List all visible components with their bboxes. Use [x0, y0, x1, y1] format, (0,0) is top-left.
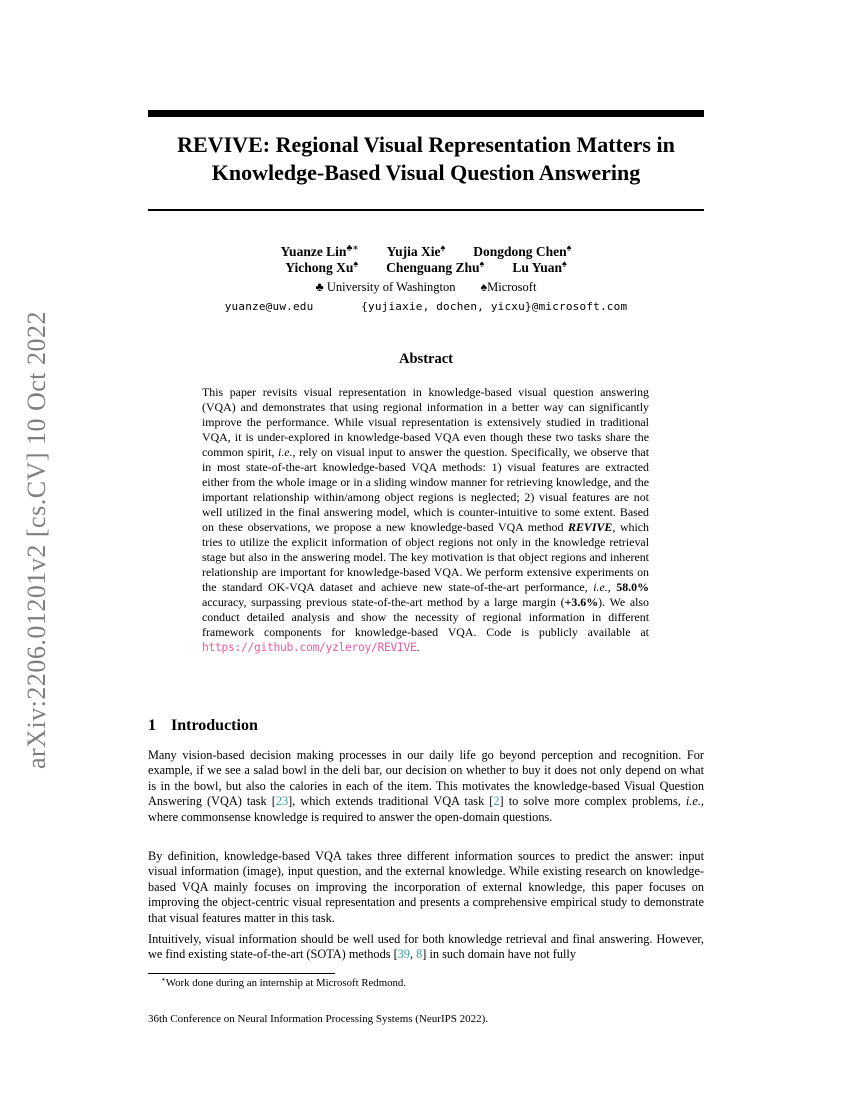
author-affiliation-mark: ♠	[562, 258, 567, 269]
text-segment: ], which extends traditional VQA task [	[288, 794, 494, 809]
author-affiliation-mark: ♠	[566, 242, 572, 253]
title-rule-bottom	[148, 209, 704, 211]
abstract-text	[202, 385, 649, 655]
author-affiliation-mark: ♠	[353, 258, 359, 269]
text-segment: ,	[607, 580, 617, 594]
text-segment: +3.6%	[564, 595, 599, 609]
author-block	[148, 244, 704, 314]
paper-content	[148, 0, 704, 1100]
author-row-2	[148, 260, 704, 276]
author-name	[512, 260, 566, 275]
author-name	[387, 244, 446, 259]
author-name-text: Yichong Xu	[285, 260, 354, 275]
text-segment: .	[416, 640, 420, 654]
text-segment: ). We also conduct detailed analysis and show the necessity of regional information in different framework components for knowledge-based VQA. Code is publicly available at	[202, 595, 649, 639]
text-segment: accuracy, surpassing previous state-of-the-art method by a large margin (	[202, 595, 565, 609]
author-name	[473, 244, 571, 259]
section-heading-introduction	[148, 717, 704, 735]
author-row-1	[148, 244, 704, 260]
text-segment: i.e.	[278, 445, 293, 459]
arxiv-watermark: arXiv:2206.01201v2 [cs.CV] 10 Oct 2022	[22, 310, 51, 770]
text-segment: This paper revisits visual representation in knowledge-based visual question answering (VQA) and demonstrates that using regional information in a better way can significantly improve the performance. While visual representation is extensively studied in traditional VQA, it is under-explored in knowledge-based VQA even though these two tasks share the common spirit,	[202, 385, 649, 459]
author-affiliation-mark: ♣∗	[346, 242, 359, 253]
author-name	[386, 260, 484, 275]
footnote-rule	[148, 973, 335, 974]
intro-paragraph-3	[148, 932, 704, 963]
text-segment: ∗	[161, 975, 166, 984]
citation-link[interactable]: 8	[416, 947, 423, 962]
github-link[interactable]: https://github.com/yzleroy/REVIVE	[202, 641, 417, 654]
text-segment: Intuitively, visual information should be well used for both knowledge retrieval and final answering. However, we find existing state-of-the-art (SOTA) methods [	[148, 932, 704, 962]
title-rule-top	[148, 110, 704, 117]
text-segment: Work done during an internship at Microsoft Redmond.	[165, 977, 407, 989]
abstract-heading: Abstract	[399, 351, 453, 367]
author-affiliation-mark: ♠	[479, 258, 485, 269]
author-name-text: Yuanze Lin	[280, 244, 347, 259]
citation-link[interactable]: 39	[397, 947, 410, 962]
author-affiliation-mark: ♠	[440, 242, 446, 253]
conference-footer: 36th Conference on Neural Information Processing Systems (NeurIPS 2022).	[148, 1013, 489, 1025]
text-segment: By definition, knowledge-based VQA takes three different information sources to predict the answer: input visual information (image), input question, and the external knowledge. While existing research on knowledge-based VQA mainly focuses on improving the incorporation of external knowledge, this paper focuses on improving the object-centric visual representation and presents a comprehensive empirical study to demonstrate that visual features matter in this task.	[148, 849, 704, 925]
emails-line: yuanze@uw.edu {yujiaxie, dochen, yicxu}@microsoft.com	[224, 300, 628, 313]
text-segment: ] to solve more complex problems,	[499, 794, 686, 809]
text-segment: ,	[409, 947, 417, 962]
paper-title-line1: REVIVE: Regional Visual Representation Matters in	[177, 132, 675, 157]
author-name-text: Yujia Xie	[386, 244, 441, 259]
author-name	[285, 260, 358, 275]
intro-paragraph-1	[148, 748, 704, 825]
paper-title-line2: Knowledge-Based Visual Question Answering	[211, 160, 641, 185]
paper-title	[148, 131, 704, 187]
affiliations-line: ♣ University of Washington ♠Microsoft	[315, 280, 537, 294]
author-name-text: Lu Yuan	[512, 260, 562, 275]
text-segment: , which tries to utilize the explicit information of object regions not only in the knowledge retrieval stage but also in the answering model. The key motivation is that object regions and inherent relationship are important for knowledge-based VQA. We perform extensive experiments on the standard OK-VQA dataset and achieve new state-of-the-art performance,	[202, 520, 650, 594]
author-name-text: Chenguang Zhu	[386, 260, 480, 275]
text-segment: ] in such domain have not fully	[422, 947, 576, 962]
text-segment: , rely on visual input to answer the question. Specifically, we observe that in most state-of-the-art knowledge-based VQA methods: 1) visual features are extracted either from the whole image or in a sliding window manner for retrieving knowledge, and the important relationship within/among object regions is neglected; 2) visual features are not well utilized in the final answering model, which is counter-intuitive to some extent. Based on these observations, we propose a new knowledge-based VQA method	[202, 445, 649, 534]
footnote-text	[148, 977, 717, 990]
text-segment: REVIVE	[568, 520, 613, 534]
author-name-text: Dongdong Chen	[473, 244, 567, 259]
text-segment: i.e.	[685, 794, 701, 809]
text-segment: i.e.	[593, 580, 608, 594]
section-title: Introduction	[171, 717, 258, 734]
text-segment: 58.0%	[616, 580, 649, 594]
intro-paragraph-2	[148, 849, 704, 926]
citation-link[interactable]: 2	[493, 794, 500, 809]
author-name	[281, 244, 359, 259]
text-segment: Many vision-based decision making processes in our daily life go beyond perception and recognition. For example, if we see a salad bowl in the deli bar, our decision on whether to buy it does not only depend on what is in the bowl, but also the calories in each of the item. This motivates the knowledge-based Visual Question Answering (VQA) task [	[148, 748, 704, 809]
text-segment: , where commonsense knowledge is required to answer the open-domain questions.	[148, 794, 704, 824]
citation-link[interactable]: 23	[275, 794, 289, 809]
section-number: 1	[148, 717, 156, 734]
